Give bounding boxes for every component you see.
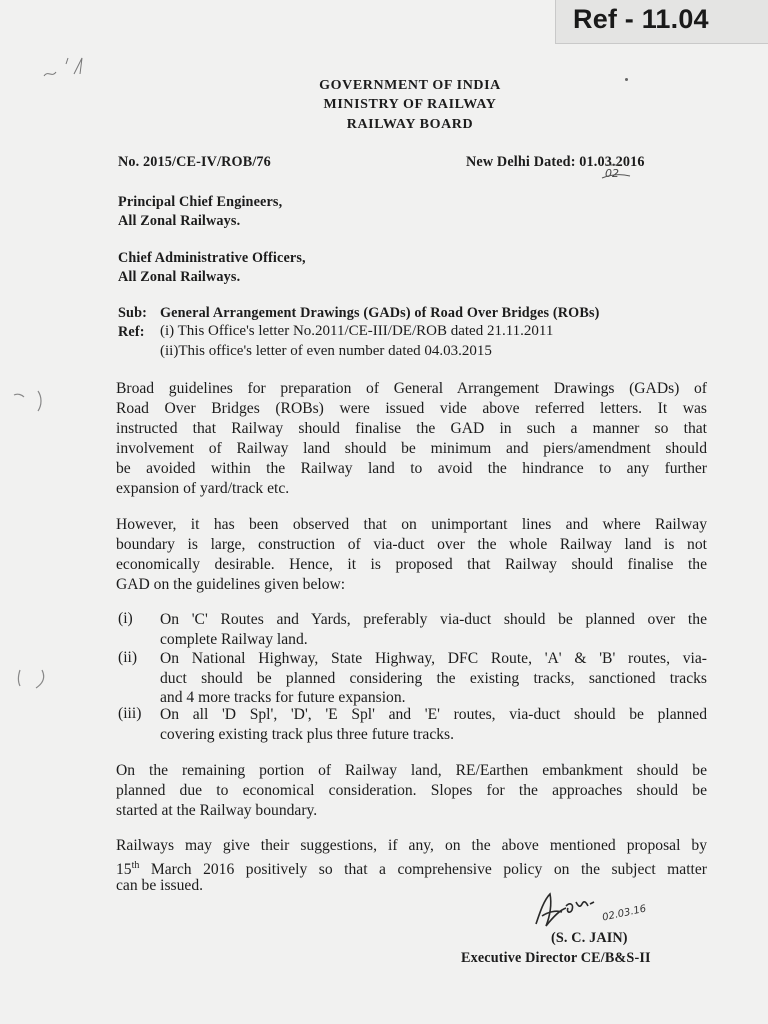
paragraph-line: GAD on the guidelines given below: [116, 576, 346, 593]
deadline-rest: March 2016 positively so that a comprehensive policy on the subject matter [139, 861, 707, 878]
deadline-day-suffix: th [131, 860, 140, 871]
item-line: duct should be planned considering the existing tracks, sanctioned tracks [160, 669, 707, 687]
paragraph-line: involvement of Railway land should be minimum and piers/amendment should [116, 440, 707, 457]
item-text [160, 649, 707, 708]
paragraph-line: Broad guidelines for preparation of General Arrangement Drawings (GADs) of [116, 380, 707, 397]
signatory-designation: Executive Director CE/B&S-II [461, 950, 651, 966]
paragraph-line: can be issued. [116, 877, 204, 894]
paragraph-line: be avoided within the Railway land to avoid the hindrance to any further [116, 460, 707, 477]
item-line: On all 'D Spl', 'D', 'E Spl' and 'E' routes, via-duct should be planned [160, 706, 707, 723]
recipient-1-title: Principal Chief Engineers, [118, 194, 283, 210]
letter-date: New Delhi Dated: 01.03.2016 [466, 154, 645, 170]
signatory-name: (S. C. JAIN) [551, 930, 628, 946]
paragraph-line: expansion of yard/track etc. [116, 480, 290, 497]
item-line: and 4 more tracks for future expansion. [160, 689, 406, 706]
reference-line-1: (i) This Office's letter No.2011/CE-III/DE/ROB dated 21.11.2011 [160, 323, 554, 339]
item-number: (iii) [118, 705, 142, 722]
scan-mark-left-1 [8, 385, 48, 415]
reference-label: Ref: [118, 324, 145, 340]
item-line: On 'C' Routes and Yards, preferably via-duct should be planned over the [160, 611, 707, 628]
letter-number: No. 2015/CE-IV/ROB/76 [118, 154, 271, 170]
paragraph-observation [116, 515, 707, 595]
item-line: covering existing track plus three future tracks. [160, 725, 455, 743]
signature-date: 02.03.16 [601, 903, 648, 924]
header-ministry: MINISTRY OF RAILWAY [323, 97, 497, 112]
paragraph-line: instructed that Railway should finalise the GAD in such a manner so that [116, 420, 707, 437]
paragraph-remaining-land [116, 761, 707, 821]
deadline-day: 15 [116, 861, 132, 878]
header-board: RAILWAY BOARD [346, 117, 474, 132]
date-correction: 02 [605, 167, 619, 180]
item-number: (i) [118, 610, 133, 627]
paragraph-guidelines [116, 379, 707, 499]
item-line: complete Railway land. [160, 630, 308, 648]
recipient-2-title: Chief Administrative Officers, [118, 250, 306, 266]
item-text [160, 705, 707, 744]
paragraph-line: However, it has been observed that on unimportant lines and where Railway [116, 516, 707, 533]
paragraph-line [116, 856, 707, 876]
paragraph-line: started at the Railway boundary. [116, 802, 318, 819]
paragraph-line: Road Over Bridges (ROBs) were issued vide above referred letters. It was [116, 400, 707, 417]
date-correction-stroke [598, 162, 638, 182]
paragraph-line: boundary is large, construction of via-duct over the whole Railway land is not [116, 536, 707, 553]
paragraph-line: planned due to economical consideration. Slopes for the approaches should be [116, 782, 707, 799]
paragraph-line: economically desirable. Hence, it is proposed that Railway should finalise the [116, 556, 707, 573]
item-line: On National Highway, State Highway, DFC Route, 'A' & 'B' routes, via- [160, 650, 707, 667]
reference-line-2: (ii)This office's letter of even number dated 04.03.2015 [160, 343, 492, 359]
recipient-1-org: All Zonal Railways. [118, 213, 241, 229]
item-text [160, 610, 707, 649]
subject-label: Sub: [118, 305, 147, 321]
header-government: GOVERNMENT OF INDIA [319, 78, 501, 93]
paragraph-line: Railways may give their suggestions, if any, on the above mentioned proposal by [116, 837, 707, 854]
subject-text: General Arrangement Drawings (GADs) of Road Over Bridges (ROBs) [160, 305, 600, 321]
ref-label: Ref - 11.04 [573, 4, 709, 34]
item-number: (ii) [118, 649, 138, 666]
paragraph-line: On the remaining portion of Railway land, RE/Earthen embankment should be [116, 762, 707, 779]
scan-mark-left-2 [14, 664, 48, 694]
recipient-2-org: All Zonal Railways. [118, 269, 241, 285]
